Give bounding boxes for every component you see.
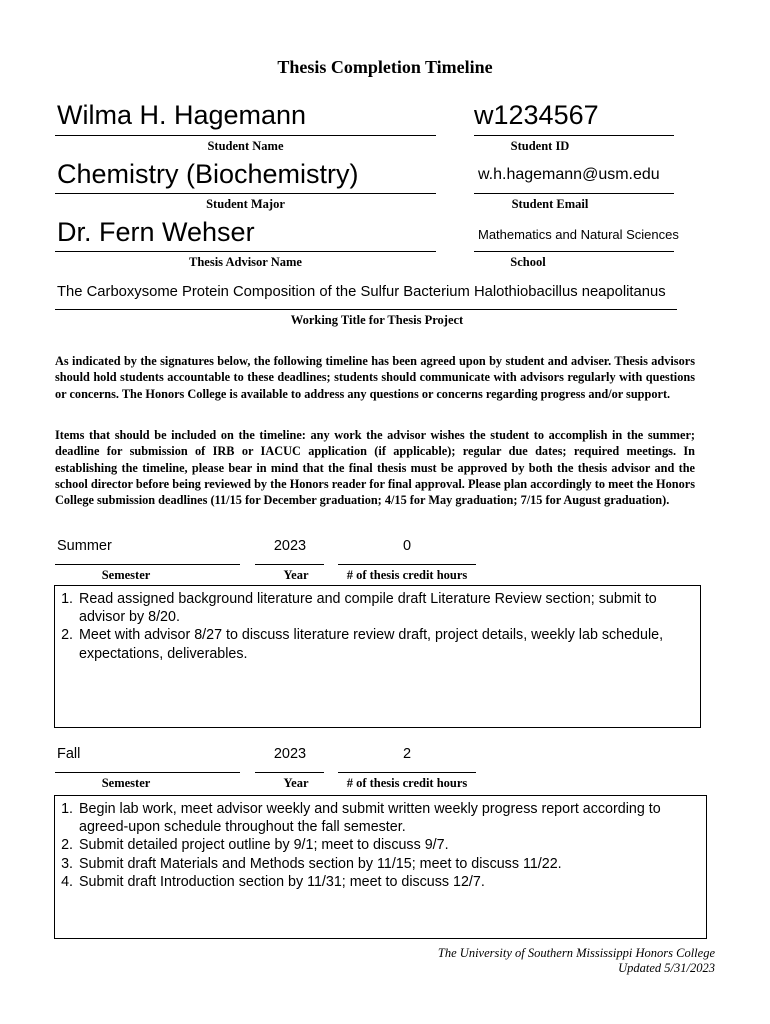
- term-2-task-item: 4. Submit draft Introduction section by 11/31; meet to discuss 12/7.: [77, 873, 706, 891]
- term-2-task-list: [55, 800, 706, 891]
- term-1-hours-label: # of thesis credit hours: [346, 568, 468, 582]
- term-1-semester-value: Summer: [57, 538, 112, 554]
- term-2-timeline-box[interactable]: [54, 795, 707, 939]
- term-2-semester-rule: [55, 772, 240, 773]
- project-title-label: Working Title for Thesis Project: [290, 313, 464, 327]
- term-2-year-rule: [255, 772, 324, 773]
- term-2-semester-label: Semester: [101, 776, 151, 790]
- footer-institution: The University of Southern Mississippi Honors College: [437, 946, 715, 960]
- student-major-label: Student Major: [206, 197, 285, 211]
- school-label: School: [510, 255, 546, 269]
- student-id-rule: [474, 135, 674, 136]
- term-1-task-item: 1. Read assigned background literature and compile draft Literature Review section; submit to advisor by 8/20.: [77, 590, 700, 626]
- footer-updated-date: Updated 5/31/2023: [618, 961, 715, 975]
- student-id-value: w1234567: [474, 100, 599, 130]
- school-value: Mathematics and Natural Sciences: [478, 227, 679, 242]
- instructions-paragraph-2: Items that should be included on the timeline: any work the advisor wishes the student to accomplish in the summer; deadline for submission of IRB or IACUC application (if applicable); regular due dates; required meetings. In establishing the timeline, please bear in mind that the final thesis must be approved by both the thesis advisor and the school director before being reviewed by the Honors reader for final approval. Please plan accordingly to meet the Honors College submission deadlines (11/15 for December graduation; 4/15 for May graduation; 7/15 for August graduation).: [55, 428, 695, 508]
- student-name-label: Student Name: [207, 139, 284, 153]
- term-1-hours-value: 0: [402, 538, 412, 554]
- term-1-hours-rule: [338, 564, 476, 565]
- student-email-label: Student Email: [511, 197, 589, 211]
- term-1-task-item: 2. Meet with advisor 8/27 to discuss literature review draft, project details, weekly lab schedule, expectations, deliverables.: [77, 626, 700, 662]
- term-2-task-item: 3. Submit draft Materials and Methods section by 11/15; meet to discuss 11/22.: [77, 855, 706, 873]
- term-1-semester-label: Semester: [101, 568, 151, 582]
- student-email-rule: [474, 193, 674, 194]
- student-name-value: Wilma H. Hagemann: [57, 100, 307, 130]
- term-1-semester-rule: [55, 564, 240, 565]
- term-2-hours-label: # of thesis credit hours: [346, 776, 468, 790]
- term-2-task-item: 1. Begin lab work, meet advisor weekly and submit written weekly progress report according to agreed-upon schedule throughout the fall semester.: [77, 800, 706, 836]
- footer: [438, 946, 715, 976]
- document-title: Thesis Completion Timeline: [277, 57, 493, 77]
- school-rule: [474, 251, 674, 252]
- term-2-task-item: 2. Submit detailed project outline by 9/1; meet to discuss 9/7.: [77, 836, 706, 854]
- term-2-semester-value: Fall: [57, 746, 81, 762]
- term-1-year-rule: [255, 564, 324, 565]
- student-id-label: Student ID: [510, 139, 570, 153]
- term-1-task-list: [55, 590, 700, 663]
- term-1-year-label: Year: [283, 568, 309, 582]
- term-1-year-value: 2023: [273, 538, 307, 554]
- term-2-year-value: 2023: [273, 746, 307, 762]
- project-title-rule: [55, 309, 677, 310]
- term-1-timeline-box[interactable]: [54, 585, 701, 728]
- student-email-value: w.h.hagemann@usm.edu: [478, 166, 660, 183]
- student-name-rule: [55, 135, 436, 136]
- project-title-value: The Carboxysome Protein Composition of the Sulfur Bacterium Halothiobacillus neapolitanus: [57, 284, 666, 300]
- student-major-value: Chemistry (Biochemistry): [57, 159, 359, 189]
- advisor-name-label: Thesis Advisor Name: [189, 255, 302, 269]
- instructions-paragraph-1: As indicated by the signatures below, the following timeline has been agreed upon by student and adviser. Thesis advisors should hold students accountable to these deadlines; students should communicate with advisors regularly with questions or concerns. The Honors College is available to address any questions or concerns regarding progress and/or support.: [55, 354, 695, 401]
- student-major-rule: [55, 193, 436, 194]
- advisor-name-value: Dr. Fern Wehser: [57, 217, 255, 247]
- term-2-hours-rule: [338, 772, 476, 773]
- advisor-name-rule: [55, 251, 436, 252]
- term-2-year-label: Year: [283, 776, 309, 790]
- term-2-hours-value: 2: [402, 746, 412, 762]
